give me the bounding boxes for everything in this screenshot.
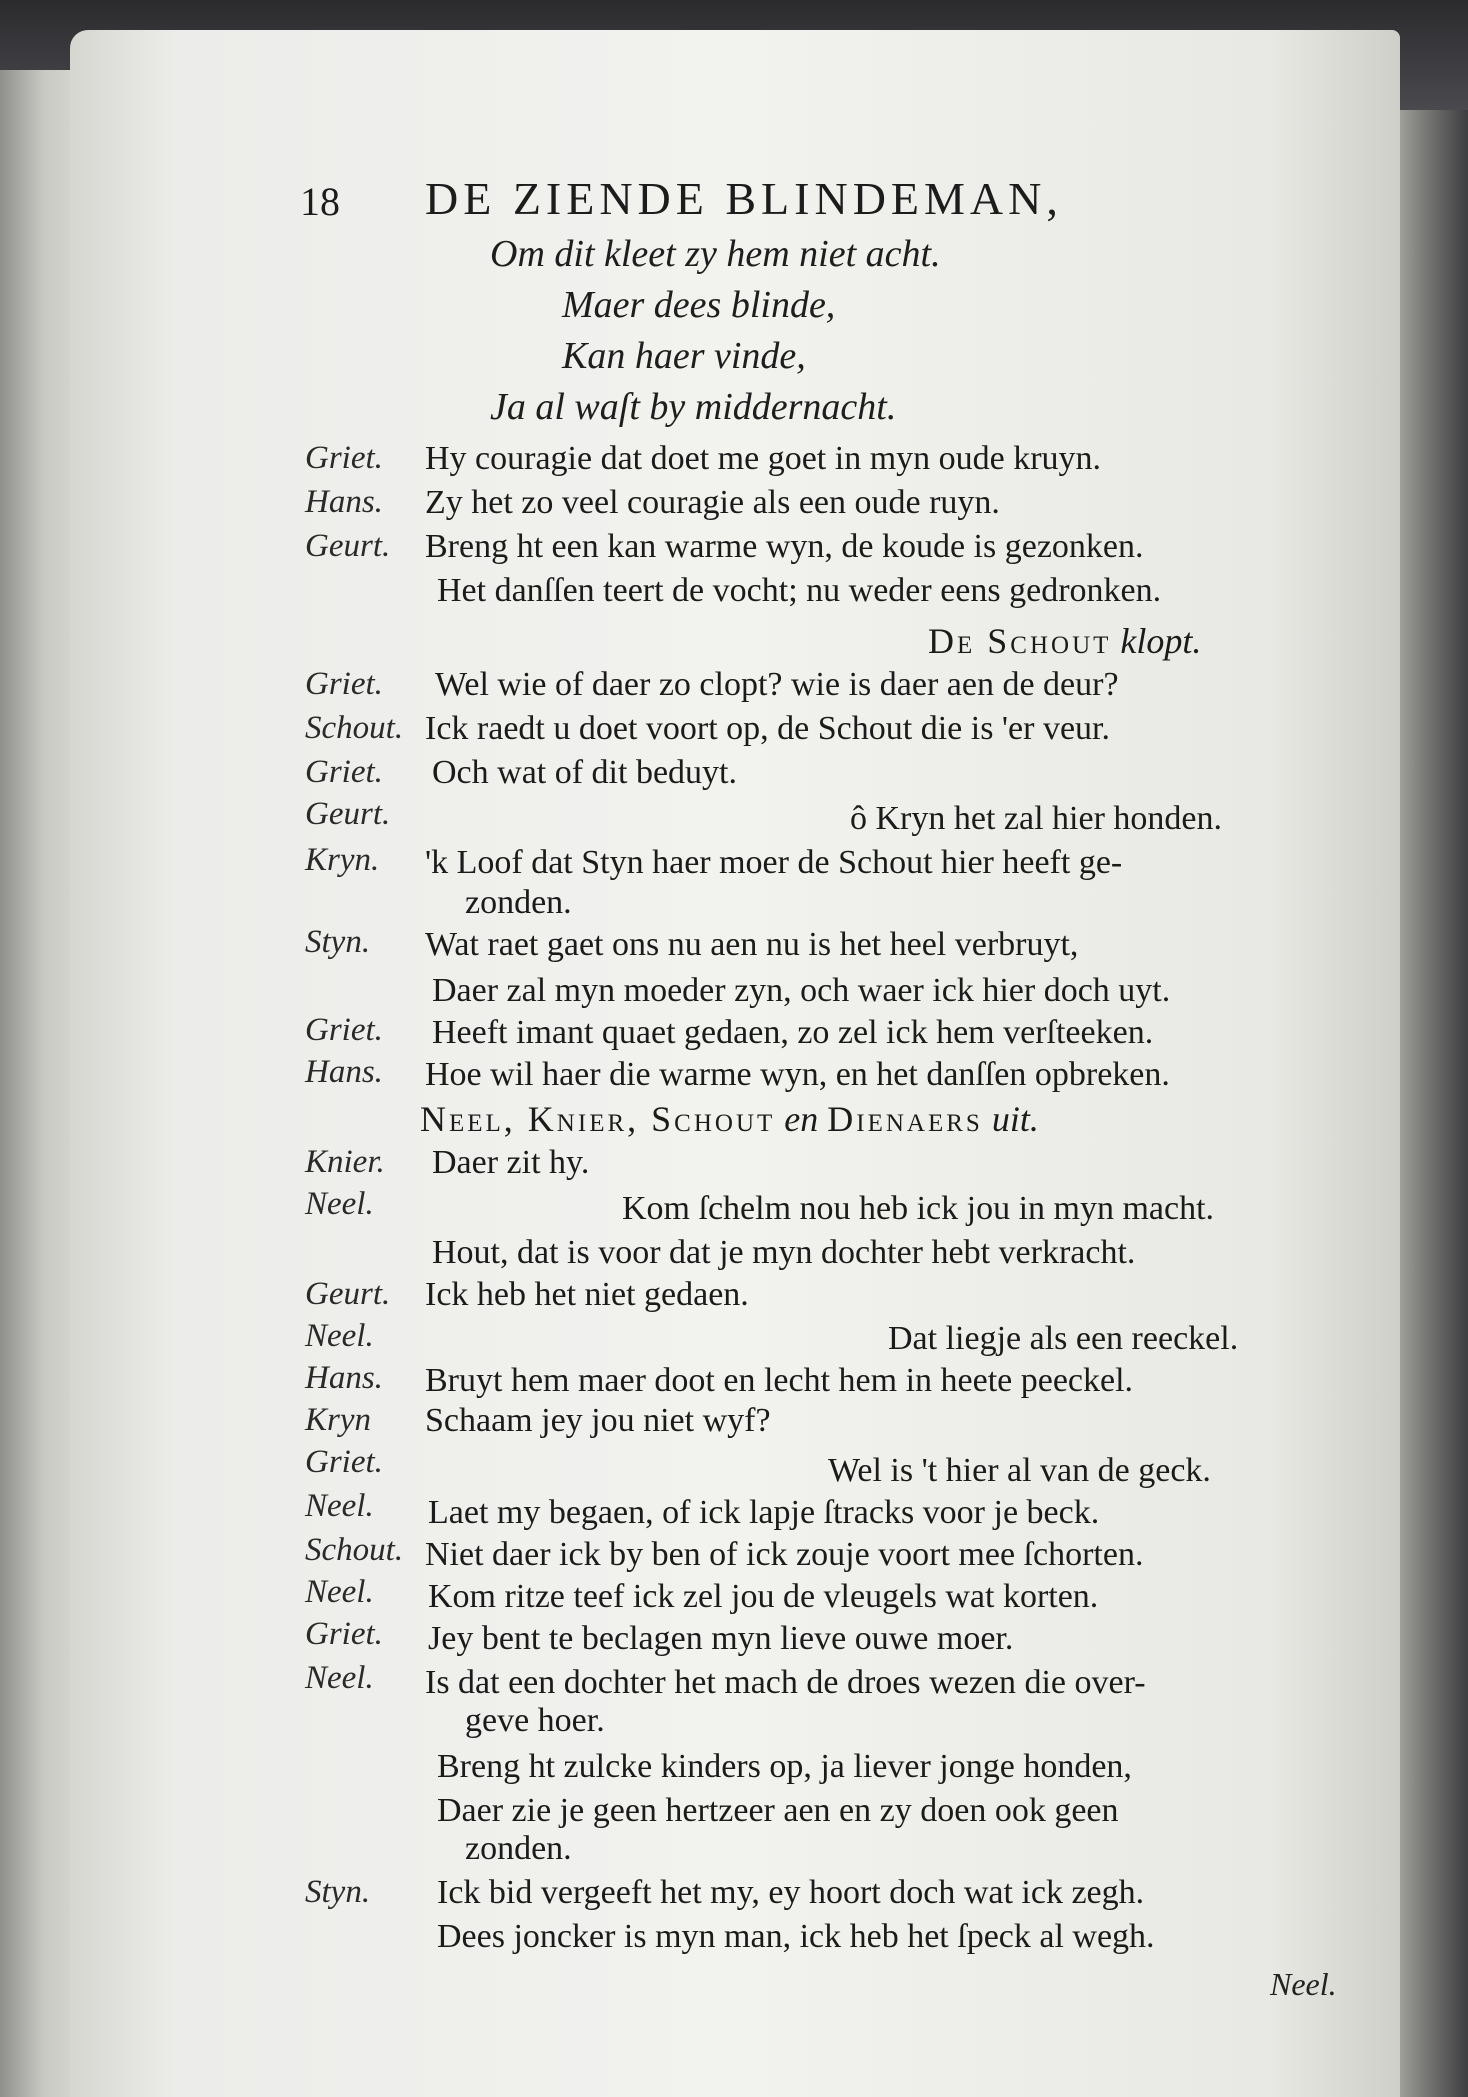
- verse-line: Om dit kleet zy hem niet acht.: [490, 233, 941, 275]
- speaker-label: Neel.: [305, 1318, 374, 1354]
- dialogue-line: Jey bent te beclagen myn lieve ouwe moer.: [428, 1620, 1014, 1657]
- speaker-label: Schout.: [305, 710, 404, 746]
- speaker-label: Knier.: [305, 1144, 385, 1180]
- speaker-label: Griet.: [305, 666, 383, 702]
- page-number: 18: [300, 179, 340, 224]
- speaker-label: Schout.: [305, 1532, 404, 1568]
- speaker-label: Neel.: [305, 1186, 374, 1222]
- verse-line: Ja al waſt by middernacht.: [490, 386, 897, 428]
- dialogue-line: Wat raet gaet ons nu aen nu is het heel verbruyt,: [425, 926, 1079, 963]
- stage-direction: [420, 1098, 1039, 1140]
- dialogue-line: ô Kryn het zal hier honden.: [850, 800, 1222, 837]
- dialogue-line: geve hoer.: [465, 1702, 605, 1739]
- direction-verb: klopt.: [1120, 621, 1202, 661]
- direction-name: De Schout: [928, 621, 1112, 661]
- dialogue-line: Och wat of dit beduyt.: [432, 754, 737, 791]
- stage-direction: [928, 620, 1201, 662]
- dialogue-line: Daer zie je geen hertzeer aen en zy doen ook geen: [437, 1792, 1119, 1829]
- speaker-label: Hans.: [305, 484, 383, 520]
- dialogue-line: 'k Loof dat Styn haer moer de Schout hier heeft ge-: [425, 844, 1123, 881]
- dialogue-line: Daer zal myn moeder zyn, och waer ick hier doch uyt.: [432, 972, 1171, 1009]
- dialogue-line: Ick heb het niet gedaen.: [425, 1276, 749, 1313]
- running-head: DE ZIENDE BLINDEMAN,: [425, 173, 1063, 224]
- speaker-label: Griet.: [305, 1444, 383, 1480]
- speaker-label: Geurt.: [305, 796, 391, 832]
- dialogue-line: Kom ritze teef ick zel jou de vleugels wat korten.: [428, 1578, 1099, 1615]
- dialogue-line: zonden.: [465, 1830, 572, 1867]
- verse-line: Kan haer vinde,: [562, 335, 806, 377]
- speaker-label: Neel.: [305, 1660, 374, 1696]
- dialogue-line: Zy het zo veel couragie als een oude ruyn.: [425, 484, 1000, 521]
- dialogue-line: Laet my begaen, of ick lapje ſtracks voor je beck.: [428, 1494, 1100, 1531]
- dialogue-line: Hy couragie dat doet me goet in myn oude kruyn.: [425, 440, 1102, 477]
- dialogue-line: Ick bid vergeeft het my, ey hoort doch wat ick zegh.: [437, 1874, 1145, 1911]
- speaker-label: Griet.: [305, 1012, 383, 1048]
- speaker-label: Styn.: [305, 1874, 371, 1910]
- direction-names: Dienaers: [827, 1099, 983, 1139]
- direction-verb: uit.: [991, 1099, 1039, 1139]
- dialogue-line: Breng ht een kan warme wyn, de koude is gezonken.: [425, 528, 1144, 565]
- speaker-label: Neel.: [305, 1488, 374, 1524]
- speaker-label: Geurt.: [305, 1276, 391, 1312]
- dialogue-line: Ick raedt u doet voort op, de Schout die is 'er veur.: [425, 710, 1110, 747]
- dialogue-line: Heeft imant quaet gedaen, zo zel ick hem verſteeken.: [432, 1014, 1154, 1051]
- speaker-label: Styn.: [305, 924, 371, 960]
- dialogue-line: Breng ht zulcke kinders op, ja liever jonge honden,: [437, 1748, 1132, 1785]
- dialogue-line: Daer zit hy.: [432, 1144, 590, 1181]
- speaker-label: Griet.: [305, 1616, 383, 1652]
- dialogue-line: Is dat een dochter het mach de droes wezen die over-: [425, 1664, 1146, 1701]
- direction-names: Neel, Knier, Schout: [420, 1099, 776, 1139]
- dialogue-line: Wel wie of daer zo clopt? wie is daer aen de deur?: [435, 666, 1119, 703]
- dialogue-line: Bruyt hem maer doot en lecht hem in heete peeckel.: [425, 1362, 1134, 1399]
- verse-line: Maer dees blinde,: [562, 284, 836, 326]
- speaker-label: Griet.: [305, 754, 383, 790]
- dialogue-line: Wel is 't hier al van de geck.: [828, 1452, 1211, 1489]
- catchword: Neel.: [1270, 1966, 1337, 2002]
- dialogue-line: Dees joncker is myn man, ick heb het ſpeck al wegh.: [437, 1918, 1155, 1955]
- dialogue-line: Hout, dat is voor dat je myn dochter hebt verkracht.: [432, 1234, 1136, 1271]
- dialogue-line: Hoe wil haer die warme wyn, en het danſſen opbreken.: [425, 1056, 1170, 1093]
- speaker-label: Griet.: [305, 440, 383, 476]
- dialogue-line: Niet daer ick by ben of ick zouje voort mee ſchorten.: [425, 1536, 1144, 1573]
- dialogue-line: zonden.: [465, 884, 572, 921]
- speaker-label: Hans.: [305, 1054, 383, 1090]
- speaker-label: Geurt.: [305, 528, 391, 564]
- dialogue-line: Kom ſchelm nou heb ick jou in myn macht.: [622, 1190, 1215, 1227]
- speaker-label: Hans.: [305, 1360, 383, 1396]
- direction-conjunction: en: [784, 1099, 819, 1139]
- speaker-label: Neel.: [305, 1574, 374, 1610]
- speaker-label: Kryn.: [305, 842, 380, 878]
- dialogue-line: Dat liegje als een reeckel.: [888, 1320, 1239, 1357]
- dialogue-line: Het danſſen teert de vocht; nu weder eens gedronken.: [437, 572, 1162, 609]
- speaker-label: Kryn: [305, 1402, 371, 1438]
- dialogue-line: Schaam jey jou niet wyf?: [425, 1402, 771, 1439]
